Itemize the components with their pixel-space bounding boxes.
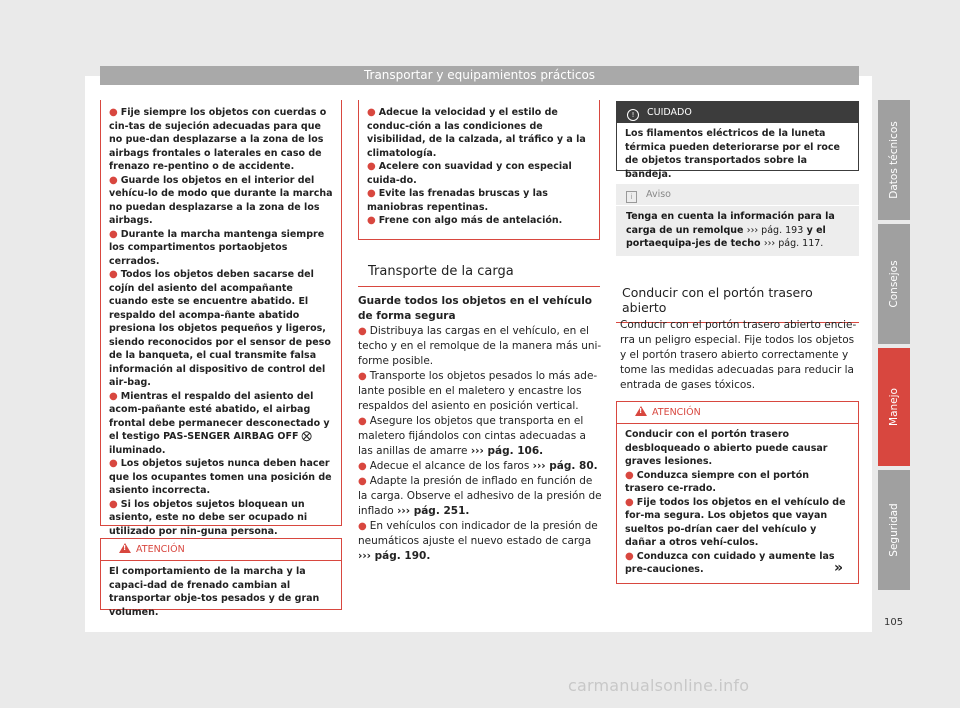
tab-seguridad[interactable]: Seguridad (878, 470, 910, 590)
caution-text: Los filamentos eléctricos de la luneta térmica pueden deteriorarse por el roce de objetos transportados sobre la bandeja. (625, 128, 840, 180)
list-item: ● Frene con algo más de antelación. (367, 215, 563, 226)
list-item: ● Guarde los objetos en el interior del vehícu-lo de modo que durante la marcha no puedan desplazarse a la zona de los airbags. (109, 174, 333, 226)
list-item: ● Durante la marcha mantenga siempre los compartimentos portaobjetos cerrados. (109, 228, 325, 267)
list-item: ● Transporte los objetos pesados lo más ade-lante posible en el maletero y encastre los respaldos del asiento en posición vertical. (358, 370, 598, 412)
bullet-icon: ● (358, 521, 367, 532)
bullet-icon: ● (109, 174, 118, 186)
list-item: ● En vehículos con indicador de la presión de neumáticos ajuste el nuevo estado de carga ››› pág. 190. (358, 520, 598, 562)
warning-box-col1 (100, 100, 342, 537)
note-text: Tenga en cuenta la información para la carga de un remolque ››› pág. 193 y el portaequipa-jes de techo ››› pág. 117. (626, 211, 835, 249)
list-item: ● Conduzca siempre con el portón trasero ce-rrado. (625, 469, 810, 494)
page-link[interactable]: ››› pág. 80. (532, 460, 598, 472)
caution-icon: ! (627, 109, 639, 121)
bullet-icon: ● (109, 458, 118, 469)
section-title-porton: Conducir con el portón trasero abierto (616, 285, 859, 323)
list-item: ● Fije siempre los objetos con cuerdas o cin-tas de sujeción adecuadas para que no pue-dan desplazarse a la zona de los airbags frontales o laterales en caso de frenazo re-pentino o de accidente. (109, 107, 327, 172)
page-link[interactable]: ››› pág. 106. (470, 445, 544, 457)
warning-triangle-icon (119, 543, 131, 553)
note-box (616, 184, 859, 256)
page-link[interactable]: ››› pág. 193 (746, 224, 804, 236)
warning-box-heavy-loads (100, 538, 342, 618)
list-item: ● Fije todos los objetos en el vehículo de for-ma segura. Los objetos que vayan sueltos po-drían caer del vehículo y dañar a otros vehí-culos. (625, 496, 846, 548)
bullet-icon: ● (625, 469, 634, 481)
bullet-icon: ● (109, 228, 118, 240)
caution-box (616, 101, 859, 180)
section-intro: Guarde todos los objetos en el vehículo de forma segura (358, 295, 593, 322)
warning-header: !ATENCIÓN (101, 539, 341, 561)
list-item: ● Adecue la velocidad y el estilo de conduc-ción a las condiciones de visibilidad, de la calzada, al tráfico y a la climatología. (367, 107, 586, 159)
warning-triangle-icon (635, 406, 647, 416)
section-body-carga (358, 294, 602, 564)
warning-lead: Conducir con el portón trasero desbloqueado o abierto puede causar graves lesiones. (625, 429, 828, 467)
info-icon: i (626, 191, 637, 203)
bullet-icon: ● (367, 188, 376, 199)
list-item: ● Todos los objetos deben sacarse del cojín del asiento del acompañante cuando este se encuentre abatido. El respaldo del acompa-ñante abatido presiona los objetos pequeños y ligeros, siendo reconocidos por el sensor de peso de la banqueta, el cual transmite falsa información al dispositivo de control del air-bag. (109, 269, 331, 388)
warning-text: El comportamiento de la marcha y la capaci-dad de frenado cambian al transportar obje-tos pesados y de gran volumen. (109, 566, 320, 618)
list-item: ● Si los objetos sujetos bloquean un asiento, este no debe ser ocupado ni utilizado por nin-guna persona. (109, 498, 308, 537)
bullet-icon: ● (358, 476, 367, 487)
bullet-icon: ● (625, 496, 634, 508)
bullet-icon: ● (109, 107, 118, 118)
page-link[interactable]: ››› pág. 117. (763, 238, 824, 249)
bullet-icon: ● (367, 215, 376, 226)
warning-box-porton (616, 401, 859, 584)
note-header: i Aviso (616, 184, 859, 206)
list-item: ● Asegure los objetos que transporta en el maletero fijándolos con cintas adecuadas a las anillas de amarre ››› pág. 106. (358, 415, 586, 457)
bullet-icon: ● (367, 107, 376, 118)
page-link[interactable]: ››› pág. 251. (397, 505, 470, 517)
warning-header: !ATENCIÓN (617, 402, 858, 424)
page-header: Transportar y equipamientos prácticos (100, 66, 859, 85)
warning-bullets (367, 106, 592, 228)
caution-header: ! CUIDADO (617, 102, 858, 123)
list-item: ● Adapte la presión de inflado en función de la carga. Observe el adhesivo de la presión de inflado ››› pág. 251. (358, 475, 602, 517)
bullet-icon: ● (109, 269, 118, 280)
tab-manejo[interactable]: Manejo (878, 348, 910, 466)
tab-datos-tecnicos[interactable]: Datos técnicos (878, 100, 910, 220)
list-item: ● Mientras el respaldo del asiento del acom-pañante esté abatido, el airbag frontal debe permanecer desconectado y el testigo PAS-SENGER AIRBAG OFF ⛒ iluminado. (109, 390, 330, 456)
page-link[interactable]: ››› pág. 190. (358, 550, 431, 562)
list-item: ● Distribuya las cargas en el vehículo, en el techo y en el remolque de la manera más uni-forme posible. (358, 325, 602, 367)
list-item: ● Acelere con suavidad y con especial cuida-do. (367, 161, 572, 186)
section-title-carga: Transporte de la carga (358, 264, 600, 287)
bullet-icon: ● (358, 416, 367, 427)
watermark: carmanualsonline.info (568, 676, 750, 695)
list-item: ● Evite las frenadas bruscas y las maniobras repentinas. (367, 188, 548, 213)
tab-consejos[interactable]: Consejos (878, 224, 910, 344)
warning-body (617, 424, 858, 577)
page-number: 105 (884, 617, 904, 628)
bullet-icon: ● (109, 498, 118, 510)
list-item: ● Los objetos sujetos nunca deben hacer que los ocupantes tomen una posición de asiento incorrecta. (109, 458, 332, 496)
warning-box-col2 (358, 100, 600, 240)
bullet-icon: ● (358, 371, 367, 382)
warning-bullets (109, 106, 334, 538)
bullet-icon: ● (367, 161, 376, 172)
list-item: ● Adecue el alcance de los faros ››› pág. 80. (358, 460, 598, 472)
continue-icon: » (834, 560, 844, 576)
bullet-icon: ● (625, 550, 634, 562)
bullet-icon: ● (358, 461, 367, 472)
bullet-icon: ● (109, 390, 118, 402)
bullet-icon: ● (358, 326, 367, 337)
section-paragraph-porton: Conducir con el portón trasero abierto encie-rra un peligro especial. Fije todos los objetos y el portón trasero abierto correctamente y tome las medidas adecuadas para reducir la entrada de gases tóxicos. (620, 319, 857, 391)
list-item: ● Conduzca con cuidado y aumente las pre-cauciones. (625, 550, 835, 575)
